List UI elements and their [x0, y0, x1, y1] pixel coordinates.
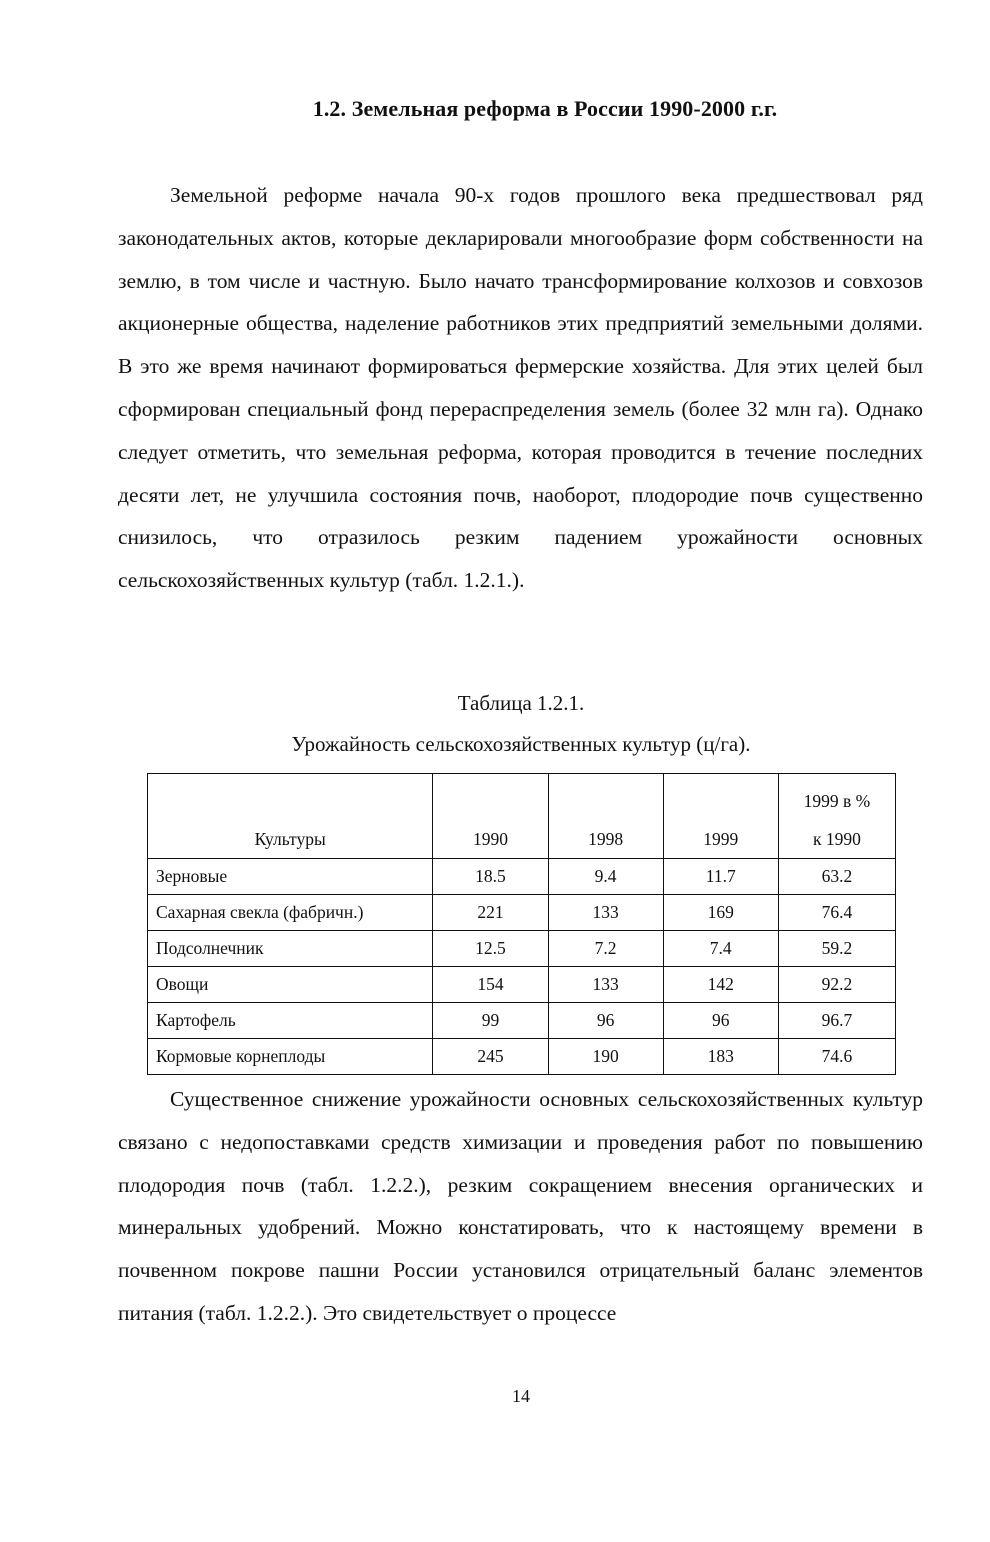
- header-1998: 1998: [548, 774, 663, 859]
- value-1999-cell: 183: [663, 1039, 778, 1075]
- percent-cell: 63.2: [778, 859, 895, 895]
- value-1999-cell: 7.4: [663, 931, 778, 967]
- crop-name-cell: Овощи: [148, 967, 433, 1003]
- value-1990-cell: 245: [433, 1039, 548, 1075]
- crop-name-cell: Подсолнечник: [148, 931, 433, 967]
- value-1990-cell: 12.5: [433, 931, 548, 967]
- value-1990-cell: 221: [433, 895, 548, 931]
- paragraph-intro: Земельной реформе начала 90-х годов прошлого века предшествовал ряд законодательных актов, которые декларировали многообразие форм собственности на землю, в том числе и частную. Было начато трансформирование колхозов и совхозов акционерные общества, наделение работников этих предприятий земельными долями. В это же время начинают формироваться фермерские хозяйства. Для этих целей был сформирован специальный фонд перераспределения земель (более 32 млн га). Однако следует отметить, что земельная реформа, которая проводится в течение последних десяти лет, не улучшила состояния почв, наоборот, плодородие почв существенно снизилось, что отразилось резким падением урожайности основных сельскохозяйственных культур (табл. 1.2.1.).: [118, 183, 923, 593]
- percent-cell: 74.6: [778, 1039, 895, 1075]
- table-row: [148, 931, 896, 967]
- header-1999: 1999: [663, 774, 778, 859]
- table-number: Таблица 1.2.1.: [457, 691, 585, 715]
- value-1990-cell: 99: [433, 1003, 548, 1039]
- table-row: [148, 1039, 896, 1075]
- table-row: [148, 967, 896, 1003]
- value-1998-cell: 9.4: [548, 859, 663, 895]
- crop-name-cell: Кормовые корнеплоды: [148, 1039, 433, 1075]
- header-percent-line1: 1999 в %: [803, 791, 871, 811]
- percent-cell: 76.4: [778, 895, 895, 931]
- yield-table: [147, 773, 896, 1075]
- value-1990-cell: 18.5: [433, 859, 548, 895]
- percent-cell: 96.7: [778, 1003, 895, 1039]
- header-percent-line2: к 1990: [812, 829, 861, 849]
- value-1999-cell: 11.7: [663, 859, 778, 895]
- table-row: [148, 895, 896, 931]
- crop-name-cell: Сахарная свекла (фабричн.): [148, 895, 433, 931]
- value-1990-cell: 154: [433, 967, 548, 1003]
- value-1998-cell: 133: [548, 967, 663, 1003]
- header-1990: 1990: [433, 774, 548, 859]
- value-1998-cell: 96: [548, 1003, 663, 1039]
- value-1998-cell: 133: [548, 895, 663, 931]
- paragraph-decline: Существенное снижение урожайности основных сельскохозяйственных культур связано с недопоставками средств химизации и проведения работ по повышению плодородия почв (табл. 1.2.2.), резким сокращением внесения органических и минеральных удобрений. Можно констатировать, что к настоящему времени в почвенном покрове пашни России установился отрицательный баланс элементов питания (табл. 1.2.2.). Это свидетельствует о процессе: [118, 1087, 923, 1325]
- value-1998-cell: 190: [548, 1039, 663, 1075]
- section-heading: 1.2. Земельная реформа в России 1990-2000 г.г.: [312, 96, 778, 121]
- header-crops: Культуры: [148, 774, 433, 859]
- value-1999-cell: 96: [663, 1003, 778, 1039]
- percent-cell: 92.2: [778, 967, 895, 1003]
- value-1999-cell: 169: [663, 895, 778, 931]
- table-header-row: [148, 774, 896, 859]
- header-percent: [778, 774, 895, 859]
- crop-name-cell: Зерновые: [148, 859, 433, 895]
- value-1999-cell: 142: [663, 967, 778, 1003]
- table-row: [148, 1003, 896, 1039]
- percent-cell: 59.2: [778, 931, 895, 967]
- value-1998-cell: 7.2: [548, 931, 663, 967]
- table-caption: Урожайность сельскохозяйственных культур (ц/га).: [291, 732, 751, 756]
- page-number: 14: [512, 1386, 530, 1406]
- table-row: [148, 859, 896, 895]
- crop-name-cell: Картофель: [148, 1003, 433, 1039]
